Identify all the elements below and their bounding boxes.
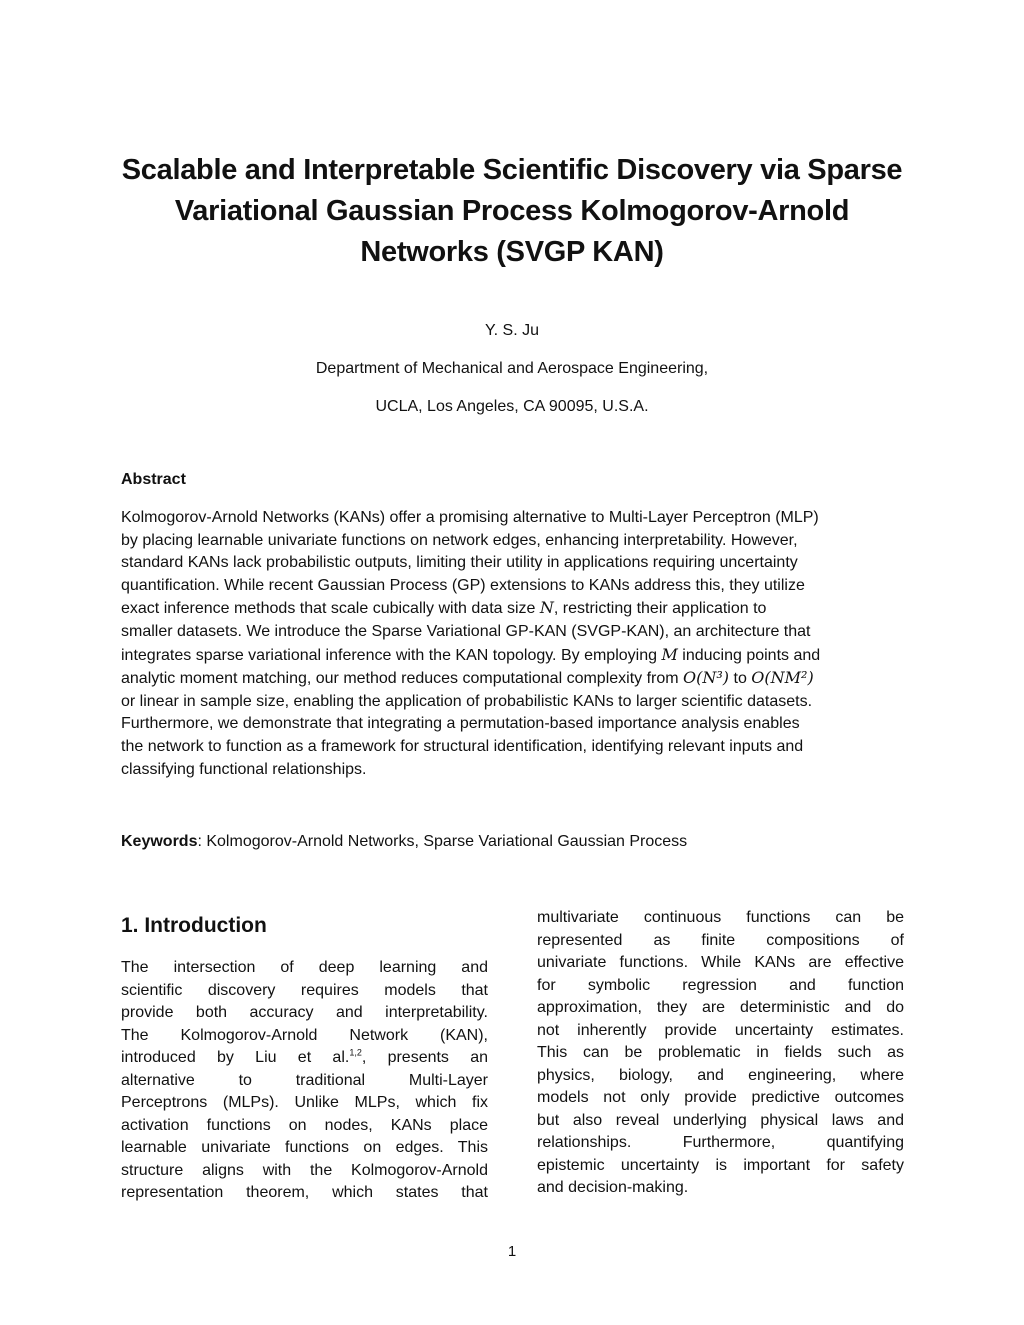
intro-line: not inherently provide uncertainty estimates. xyxy=(537,1021,904,1039)
math-variable-n: N xyxy=(539,598,554,618)
intro-line: alternative to traditional Multi-Layer xyxy=(121,1071,488,1089)
abstract-line xyxy=(121,644,906,668)
author-address: UCLA, Los Angeles, CA 90095, U.S.A. xyxy=(375,398,649,415)
abstract-text: analytic moment matching, our method reduces computational complexity from xyxy=(121,670,684,688)
abstract-text: to xyxy=(729,670,752,688)
abstract-line: Kolmogorov-Arnold Networks (KANs) offer a promising alternative to Multi-Layer Perceptron (MLP) xyxy=(121,509,819,526)
abstract-line: standard KANs lack probabilistic outputs, limiting their utility in applications requiring uncertainty xyxy=(121,554,798,572)
math-complexity-to: O(NM²) xyxy=(751,668,814,688)
abstract-text: inducing points and xyxy=(677,646,821,664)
keywords-text: : Kolmogorov-Arnold Networks, Sparse Variational Gaussian Process xyxy=(197,833,688,850)
intro-right-column xyxy=(537,907,904,1200)
intro-line: provide both accuracy and interpretability. xyxy=(121,1004,488,1021)
author-department: Department of Mechanical and Aerospace Engineering, xyxy=(315,360,709,377)
abstract-line: by placing learnable univariate functions on network edges, enhancing interpretability. However, xyxy=(121,531,798,549)
intro-line: for symbolic regression and function xyxy=(537,976,904,994)
abstract-line: smaller datasets. We introduce the Sparse Variational GP-KAN (SVGP-KAN), an architecture that xyxy=(121,622,811,640)
keywords-label: Keywords xyxy=(121,833,198,850)
author-name: Y. S. Ju xyxy=(485,322,539,339)
intro-left-column xyxy=(121,957,488,1205)
section-heading-introduction: 1. Introduction xyxy=(121,914,267,937)
math-complexity-from: O(N³) xyxy=(683,668,730,688)
abstract-text: integrates sparse variational inference with the KAN topology. By employing xyxy=(121,646,662,664)
title-line: Networks (SVGP KAN) xyxy=(360,236,664,268)
abstract-line xyxy=(121,597,906,621)
intro-text: introduced by Liu et al. xyxy=(121,1049,350,1066)
intro-line: activation functions on nodes, KANs place xyxy=(121,1116,488,1134)
intro-line: relationships. Furthermore, quantifying xyxy=(537,1134,904,1151)
abstract-line: or linear in sample size, enabling the application of probabilistic KANs to larger scientific datasets. xyxy=(121,692,813,710)
intro-line: The Kolmogorov-Arnold Network (KAN), xyxy=(121,1026,488,1044)
intro-line: epistemic uncertainty is important for safety xyxy=(537,1156,904,1174)
abstract-line: Furthermore, we demonstrate that integrating a permutation-based importance analysis enables xyxy=(121,715,800,733)
page-number: 1 xyxy=(507,1243,517,1260)
intro-line: The intersection of deep learning and xyxy=(121,959,488,976)
intro-line: represented as finite compositions of xyxy=(537,931,904,949)
abstract-body xyxy=(121,507,906,781)
paper-title xyxy=(100,150,924,273)
math-variable-m: M xyxy=(661,644,678,664)
citation-superscript: 1,2 xyxy=(349,1047,362,1058)
intro-line: representation theorem, which states that xyxy=(121,1184,488,1201)
intro-line: physics, biology, and engineering, where xyxy=(537,1066,904,1084)
intro-line: scientific discovery requires models that xyxy=(121,981,488,999)
abstract-line xyxy=(121,667,906,691)
abstract-line: classifying functional relationships. xyxy=(121,760,367,778)
intro-line: Perceptrons (MLPs). Unlike MLPs, which fix xyxy=(121,1094,488,1111)
abstract-text: , restricting their application to xyxy=(553,600,767,618)
intro-line: and decision-making. xyxy=(537,1179,689,1196)
intro-line xyxy=(121,1047,488,1070)
intro-line: but also reveal underlying physical laws and xyxy=(537,1111,904,1129)
abstract-line: quantification. While recent Gaussian Process (GP) extensions to KANs address this, they utilize xyxy=(121,576,805,594)
intro-line: This can be problematic in fields such as xyxy=(537,1044,904,1061)
title-line: Variational Gaussian Process Kolmogorov-Arnold xyxy=(174,195,850,227)
abstract-text: exact inference methods that scale cubically with data size xyxy=(121,600,540,618)
intro-line: multivariate continuous functions can be xyxy=(537,909,904,926)
intro-line: approximation, they are deterministic and do xyxy=(537,999,904,1016)
intro-line: learnable univariate functions on edges. This xyxy=(121,1139,488,1156)
abstract-heading: Abstract xyxy=(121,471,186,488)
keywords xyxy=(121,832,687,852)
intro-line: models not only provide predictive outcomes xyxy=(537,1089,904,1106)
title-line: Scalable and Interpretable Scientific Discovery via Sparse xyxy=(121,154,903,186)
abstract-line: the network to function as a framework for structural identification, identifying relevant inputs and xyxy=(121,737,804,755)
intro-line: univariate functions. While KANs are effective xyxy=(537,954,904,971)
intro-line: structure aligns with the Kolmogorov-Arnold xyxy=(121,1161,488,1179)
intro-text: , presents an xyxy=(361,1049,489,1066)
